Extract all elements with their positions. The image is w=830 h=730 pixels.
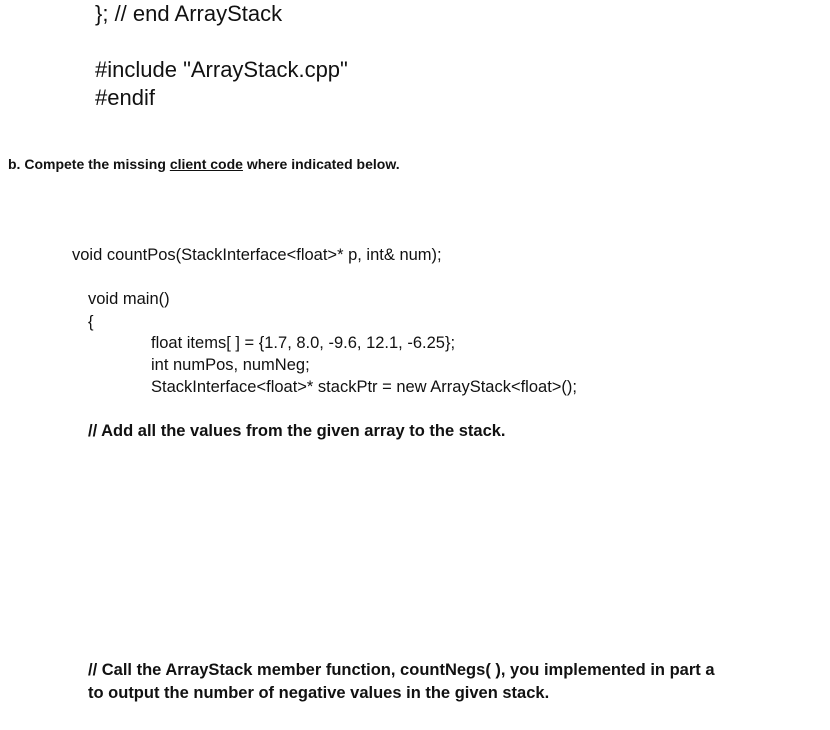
comment-add-line: // Add all the values from the given array to the stack. — [88, 422, 506, 440]
comment-call-line-2: to output the number of negative values in the given stack. — [88, 684, 550, 702]
stack-decl-line: StackInterface<float>* stackPtr = new ArrayStack<float>(); — [151, 378, 577, 396]
main-signature-line: void main() — [88, 290, 170, 308]
prototype-line: void countPos(StackInterface<float>* p, int& num); — [72, 246, 442, 264]
int-decl-line: int numPos, numNeg; — [151, 356, 310, 374]
items-decl-line: float items[ ] = {1.7, 8.0, -9.6, 12.1, -6.25}; — [151, 334, 456, 352]
instruction-underlined: client code — [169, 156, 243, 172]
end-class-line: }; // end ArrayStack — [95, 1, 283, 26]
endif-line: #endif — [95, 85, 155, 110]
open-brace-line: { — [88, 313, 94, 331]
comment-call-line-1: // Call the ArrayStack member function, countNegs( ), you implemented in part a — [88, 661, 715, 679]
include-line: #include "ArrayStack.cpp" — [95, 57, 348, 82]
instruction-line — [8, 156, 400, 172]
instruction-prefix: b. Compete the missing — [8, 156, 170, 172]
instruction-suffix: where indicated below. — [242, 156, 400, 172]
